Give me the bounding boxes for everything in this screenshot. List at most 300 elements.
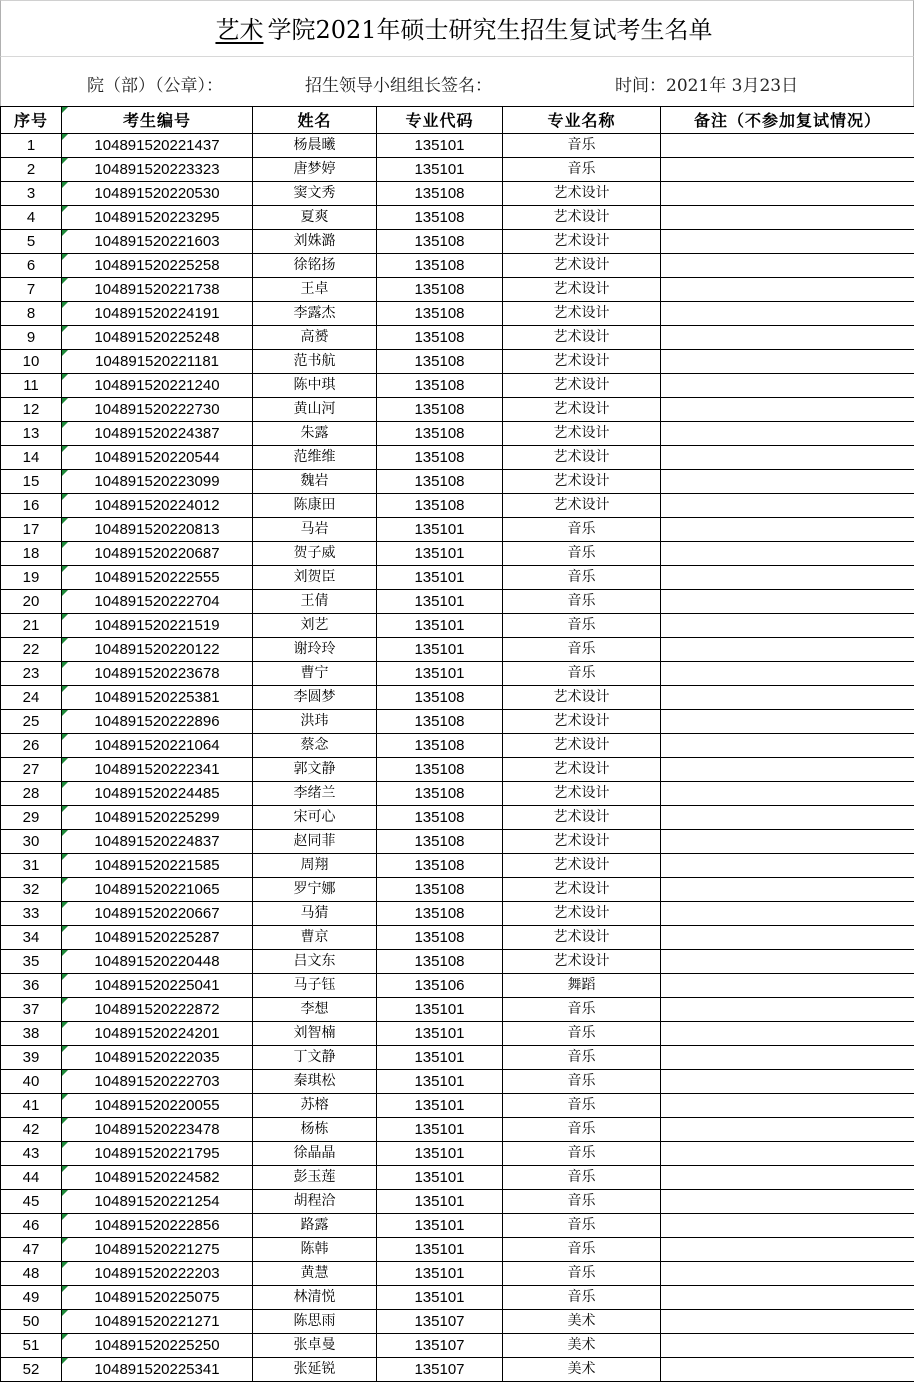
table-row [1,134,914,158]
cell-index: 39 [1,1046,62,1070]
cell-exam-id: 104891520225341 [62,1358,253,1382]
cell-remarks [661,662,914,686]
cell-name: 罗宁娜 [253,878,377,902]
cell-major-code: 135108 [377,734,503,758]
cell-index: 49 [1,1286,62,1310]
cell-name: 赵同菲 [253,830,377,854]
cell-exam-id: 104891520221254 [62,1190,253,1214]
table-row [1,806,914,830]
cell-major-code: 135108 [377,686,503,710]
cell-major-name: 艺术设计 [503,758,661,782]
cell-index: 40 [1,1070,62,1094]
cell-index: 46 [1,1214,62,1238]
cell-major-name: 艺术设计 [503,350,661,374]
cell-index: 47 [1,1238,62,1262]
cell-index: 19 [1,566,62,590]
cell-index: 38 [1,1022,62,1046]
cell-index: 10 [1,350,62,374]
cell-name: 张延锐 [253,1358,377,1382]
cell-index: 34 [1,926,62,950]
cell-name: 刘智楠 [253,1022,377,1046]
cell-major-name: 艺术设计 [503,494,661,518]
cell-remarks [661,542,914,566]
cell-major-name: 音乐 [503,1166,661,1190]
cell-remarks [661,566,914,590]
cell-major-code: 135108 [377,950,503,974]
cell-index: 26 [1,734,62,758]
cell-name: 周翔 [253,854,377,878]
cell-remarks [661,134,914,158]
cell-major-code: 135108 [377,854,503,878]
cell-major-name: 艺术设计 [503,446,661,470]
cell-exam-id: 104891520225041 [62,974,253,998]
cell-major-name: 音乐 [503,998,661,1022]
cell-exam-id: 104891520222341 [62,758,253,782]
cell-major-code: 135108 [377,182,503,206]
cell-major-name: 音乐 [503,566,661,590]
cell-remarks [661,734,914,758]
cell-major-name: 艺术设计 [503,782,661,806]
cell-major-code: 135101 [377,566,503,590]
cell-index: 23 [1,662,62,686]
table-row [1,1190,914,1214]
cell-exam-id: 104891520220448 [62,950,253,974]
cell-name: 黄慧 [253,1262,377,1286]
cell-index: 15 [1,470,62,494]
cell-name: 宋可心 [253,806,377,830]
table-row [1,542,914,566]
cell-index: 28 [1,782,62,806]
cell-remarks [661,350,914,374]
cell-exam-id: 104891520221795 [62,1142,253,1166]
candidate-table [0,106,914,1382]
cell-index: 20 [1,590,62,614]
cell-major-code: 135108 [377,758,503,782]
cell-remarks [661,422,914,446]
cell-name: 马子钰 [253,974,377,998]
cell-exam-id: 104891520221064 [62,734,253,758]
cell-name: 陈中琪 [253,374,377,398]
cell-exam-id: 104891520225248 [62,326,253,350]
cell-index: 51 [1,1334,62,1358]
header-major-name: 专业名称 [503,107,661,134]
cell-major-name: 音乐 [503,614,661,638]
cell-index: 42 [1,1118,62,1142]
cell-major-code: 135101 [377,998,503,1022]
cell-major-name: 艺术设计 [503,902,661,926]
cell-exam-id: 104891520222872 [62,998,253,1022]
cell-name: 夏爽 [253,206,377,230]
table-row [1,1286,914,1310]
cell-exam-id: 104891520221065 [62,878,253,902]
table-row [1,710,914,734]
cell-exam-id: 104891520224191 [62,302,253,326]
cell-major-code: 135108 [377,878,503,902]
cell-index: 35 [1,950,62,974]
cell-major-code: 135108 [377,230,503,254]
cell-major-code: 135101 [377,158,503,182]
cell-major-name: 艺术设计 [503,854,661,878]
table-row [1,278,914,302]
cell-major-code: 135101 [377,1118,503,1142]
cell-major-code: 135101 [377,1022,503,1046]
table-row [1,470,914,494]
table-row [1,734,914,758]
cell-major-name: 音乐 [503,542,661,566]
cell-major-code: 135101 [377,1262,503,1286]
table-row [1,350,914,374]
cell-exam-id: 104891520220813 [62,518,253,542]
cell-major-name: 艺术设计 [503,806,661,830]
cell-exam-id: 104891520225258 [62,254,253,278]
cell-remarks [661,230,914,254]
cell-major-name: 音乐 [503,662,661,686]
cell-name: 吕文东 [253,950,377,974]
cell-major-name: 艺术设计 [503,302,661,326]
table-row [1,1046,914,1070]
cell-remarks [661,614,914,638]
cell-exam-id: 104891520223295 [62,206,253,230]
cell-exam-id: 104891520220544 [62,446,253,470]
cell-index: 37 [1,998,62,1022]
table-row [1,230,914,254]
cell-remarks [661,854,914,878]
cell-exam-id: 104891520222703 [62,1070,253,1094]
cell-name: 刘姝潞 [253,230,377,254]
cell-major-code: 135108 [377,830,503,854]
cell-exam-id: 104891520222730 [62,398,253,422]
cell-major-name: 艺术设计 [503,710,661,734]
cell-name: 马猜 [253,902,377,926]
cell-index: 31 [1,854,62,878]
cell-remarks [661,950,914,974]
cell-major-code: 135108 [377,206,503,230]
cell-index: 48 [1,1262,62,1286]
cell-remarks [661,830,914,854]
cell-remarks [661,782,914,806]
cell-index: 32 [1,878,62,902]
cell-major-name: 音乐 [503,1214,661,1238]
table-row [1,1334,914,1358]
leader-signature-label: 招生领导小组组长签名： [305,71,492,96]
cell-major-name: 艺术设计 [503,470,661,494]
cell-major-name: 音乐 [503,1070,661,1094]
cell-name: 贺子威 [253,542,377,566]
cell-major-name: 美术 [503,1334,661,1358]
cell-index: 44 [1,1166,62,1190]
cell-remarks [661,710,914,734]
cell-major-name: 艺术设计 [503,950,661,974]
cell-exam-id: 104891520220055 [62,1094,253,1118]
cell-major-code: 135108 [377,446,503,470]
cell-remarks [661,1214,914,1238]
cell-major-code: 135101 [377,1166,503,1190]
cell-index: 11 [1,374,62,398]
cell-name: 李想 [253,998,377,1022]
cell-index: 16 [1,494,62,518]
cell-index: 36 [1,974,62,998]
cell-index: 8 [1,302,62,326]
cell-remarks [661,926,914,950]
cell-major-code: 135101 [377,518,503,542]
table-row [1,686,914,710]
cell-name: 马岩 [253,518,377,542]
cell-exam-id: 104891520221271 [62,1310,253,1334]
cell-remarks [661,1190,914,1214]
cell-name: 洪玮 [253,710,377,734]
cell-index: 4 [1,206,62,230]
cell-name: 范维维 [253,446,377,470]
cell-major-name: 音乐 [503,1094,661,1118]
cell-major-name: 音乐 [503,638,661,662]
cell-name: 林清悦 [253,1286,377,1310]
cell-name: 魏岩 [253,470,377,494]
cell-name: 李露杰 [253,302,377,326]
cell-exam-id: 104891520221519 [62,614,253,638]
table-row [1,590,914,614]
table-row [1,1262,914,1286]
table-row [1,326,914,350]
cell-major-code: 135101 [377,1190,503,1214]
title-row [0,0,914,56]
cell-index: 45 [1,1190,62,1214]
cell-remarks [661,1286,914,1310]
cell-exam-id: 104891520225381 [62,686,253,710]
cell-major-name: 艺术设计 [503,374,661,398]
cell-major-code: 135101 [377,1094,503,1118]
cell-remarks [661,1262,914,1286]
cell-exam-id: 104891520225299 [62,806,253,830]
cell-remarks [661,518,914,542]
cell-name: 李绪兰 [253,782,377,806]
cell-name: 蔡念 [253,734,377,758]
table-row [1,182,914,206]
cell-major-code: 135107 [377,1310,503,1334]
table-row [1,302,914,326]
cell-index: 7 [1,278,62,302]
cell-name: 徐铭扬 [253,254,377,278]
cell-major-name: 音乐 [503,1238,661,1262]
table-row [1,1238,914,1262]
cell-remarks [661,278,914,302]
table-row [1,254,914,278]
cell-remarks [661,686,914,710]
cell-index: 25 [1,710,62,734]
cell-name: 李圆梦 [253,686,377,710]
cell-name: 王倩 [253,590,377,614]
cell-index: 22 [1,638,62,662]
cell-exam-id: 104891520220687 [62,542,253,566]
cell-index: 30 [1,830,62,854]
cell-remarks [661,374,914,398]
cell-exam-id: 104891520221603 [62,230,253,254]
table-row [1,1118,914,1142]
cell-exam-id: 104891520224387 [62,422,253,446]
cell-major-code: 135108 [377,902,503,926]
cell-exam-id: 104891520222203 [62,1262,253,1286]
cell-major-code: 135108 [377,806,503,830]
table-row [1,494,914,518]
cell-remarks [661,182,914,206]
table-row [1,1166,914,1190]
cell-name: 郭文静 [253,758,377,782]
cell-major-name: 美术 [503,1358,661,1382]
cell-name: 高赟 [253,326,377,350]
cell-major-code: 135108 [377,926,503,950]
cell-major-name: 艺术设计 [503,326,661,350]
cell-exam-id: 104891520225287 [62,926,253,950]
cell-name: 黄山河 [253,398,377,422]
cell-name: 彭玉莲 [253,1166,377,1190]
cell-major-code: 135101 [377,1214,503,1238]
cell-exam-id: 104891520221437 [62,134,253,158]
cell-name: 路露 [253,1214,377,1238]
cell-remarks [661,1358,914,1382]
cell-remarks [661,1070,914,1094]
table-row [1,974,914,998]
cell-remarks [661,302,914,326]
cell-name: 范书航 [253,350,377,374]
cell-name: 杨晨曦 [253,134,377,158]
cell-index: 13 [1,422,62,446]
cell-remarks [661,1310,914,1334]
cell-index: 27 [1,758,62,782]
cell-major-name: 音乐 [503,1142,661,1166]
cell-major-code: 135101 [377,590,503,614]
cell-exam-id: 104891520223478 [62,1118,253,1142]
cell-major-name: 音乐 [503,590,661,614]
cell-major-code: 135101 [377,662,503,686]
cell-index: 41 [1,1094,62,1118]
cell-major-name: 音乐 [503,1046,661,1070]
cell-exam-id: 104891520225075 [62,1286,253,1310]
cell-remarks [661,158,914,182]
cell-remarks [661,590,914,614]
cell-remarks [661,1334,914,1358]
cell-major-name: 音乐 [503,1118,661,1142]
cell-index: 43 [1,1142,62,1166]
table-row [1,1022,914,1046]
cell-major-name: 艺术设计 [503,830,661,854]
date-label: 时间：2021年 3月23日 [615,71,798,96]
college-name: 艺术 [201,16,267,44]
table-row [1,878,914,902]
cell-name: 刘艺 [253,614,377,638]
cell-exam-id: 104891520224012 [62,494,253,518]
table-row [1,950,914,974]
cell-name: 谢玲玲 [253,638,377,662]
cell-major-name: 艺术设计 [503,422,661,446]
cell-major-code: 135106 [377,974,503,998]
cell-exam-id: 104891520222856 [62,1214,253,1238]
cell-name: 唐梦婷 [253,158,377,182]
cell-remarks [661,1142,914,1166]
cell-index: 3 [1,182,62,206]
cell-index: 2 [1,158,62,182]
cell-index: 1 [1,134,62,158]
cell-major-code: 135101 [377,1046,503,1070]
cell-name: 杨栋 [253,1118,377,1142]
cell-remarks [661,758,914,782]
cell-major-code: 135108 [377,350,503,374]
cell-major-name: 美术 [503,1310,661,1334]
cell-exam-id: 104891520222896 [62,710,253,734]
cell-remarks [661,206,914,230]
cell-name: 胡程洽 [253,1190,377,1214]
table-header-row [1,107,914,134]
cell-major-name: 艺术设计 [503,686,661,710]
cell-name: 王卓 [253,278,377,302]
cell-index: 14 [1,446,62,470]
cell-index: 6 [1,254,62,278]
title-text: 学院2021年硕士研究生招生复试考生名单 [267,16,712,44]
cell-major-code: 135101 [377,638,503,662]
cell-major-code: 135108 [377,374,503,398]
cell-remarks [661,1046,914,1070]
cell-major-name: 艺术设计 [503,734,661,758]
cell-exam-id: 104891520224582 [62,1166,253,1190]
cell-exam-id: 104891520222555 [62,566,253,590]
cell-major-name: 音乐 [503,1262,661,1286]
cell-remarks [661,1166,914,1190]
cell-name: 陈韩 [253,1238,377,1262]
cell-remarks [661,878,914,902]
cell-exam-id: 104891520222035 [62,1046,253,1070]
cell-remarks [661,326,914,350]
table-row [1,398,914,422]
cell-exam-id: 104891520223323 [62,158,253,182]
cell-remarks [661,974,914,998]
cell-remarks [661,902,914,926]
cell-major-code: 135101 [377,542,503,566]
cell-major-code: 135101 [377,134,503,158]
table-row [1,446,914,470]
cell-index: 52 [1,1358,62,1382]
header-index: 序号 [1,107,62,134]
table-row [1,374,914,398]
table-row [1,662,914,686]
cell-major-code: 135108 [377,710,503,734]
cell-exam-id: 104891520223678 [62,662,253,686]
cell-remarks [661,494,914,518]
cell-name: 窦文秀 [253,182,377,206]
cell-major-name: 艺术设计 [503,398,661,422]
dept-seal-label: 院（部）（公章）： [87,71,223,96]
header-remarks: 备注（不参加复试情况） [661,107,914,134]
cell-name: 苏榕 [253,1094,377,1118]
cell-major-name: 舞蹈 [503,974,661,998]
table-row [1,926,914,950]
header-major-code: 专业代码 [377,107,503,134]
cell-major-code: 135108 [377,302,503,326]
cell-name: 徐晶晶 [253,1142,377,1166]
cell-major-code: 135107 [377,1358,503,1382]
table-row [1,158,914,182]
cell-major-code: 135108 [377,422,503,446]
page-title [1,15,913,45]
cell-index: 50 [1,1310,62,1334]
cell-name: 张卓曼 [253,1334,377,1358]
table-row [1,1358,914,1382]
cell-major-code: 135107 [377,1334,503,1358]
table-row [1,566,914,590]
cell-remarks [661,1022,914,1046]
table-row [1,1142,914,1166]
cell-index: 29 [1,806,62,830]
cell-major-code: 135108 [377,326,503,350]
table-row [1,782,914,806]
cell-major-code: 135101 [377,1070,503,1094]
